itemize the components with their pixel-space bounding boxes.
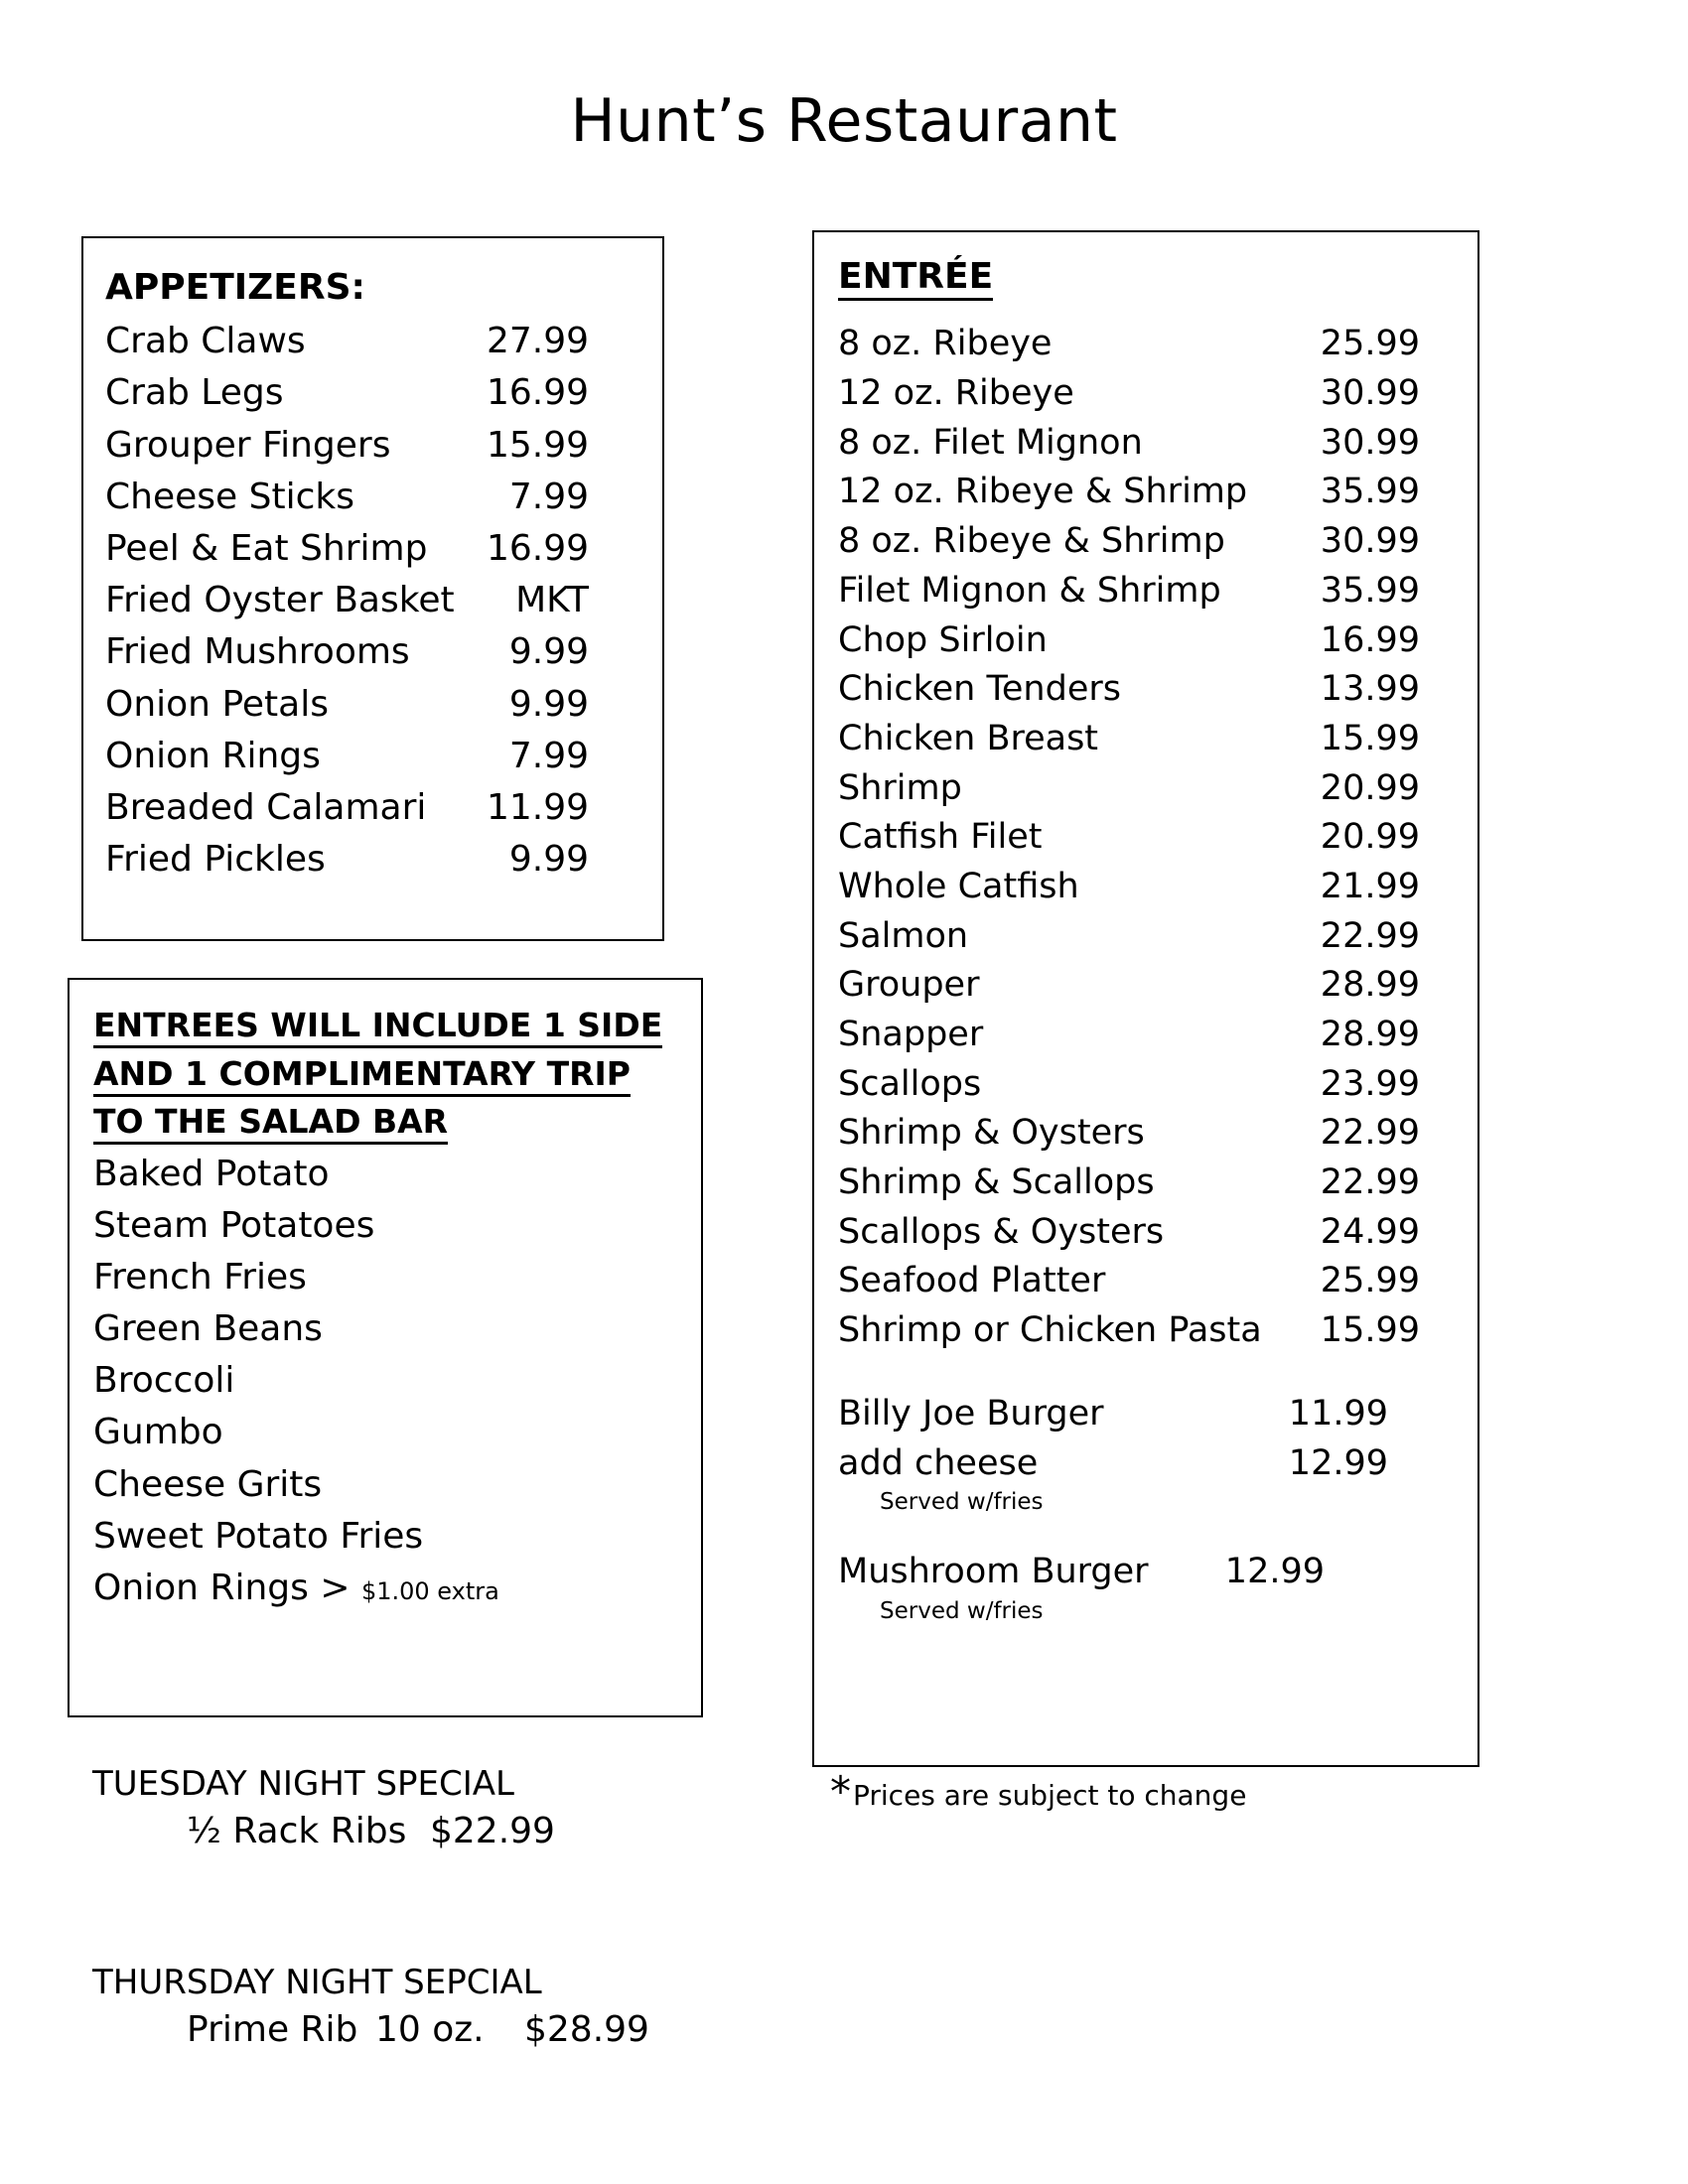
menu-item-row <box>105 472 640 523</box>
menu-item-row <box>838 1109 1454 1159</box>
menu-item-name: Crab Claws <box>105 321 306 362</box>
tuesday-special-item: ½ Rack Ribs <box>187 1810 407 1851</box>
menu-item-price: 25.99 <box>1320 1261 1420 1301</box>
menu-item-row <box>838 1390 1454 1439</box>
menu-item-name: 8 oz. Ribeye <box>838 324 1053 364</box>
side-item-row <box>93 1303 677 1355</box>
menu-item-name: Shrimp <box>838 767 962 808</box>
sides-heading <box>93 1002 677 1147</box>
menu-item-row <box>838 1306 1454 1356</box>
menu-item-name: Breaded Calamari <box>105 786 427 828</box>
side-item-note: $1.00 extra <box>360 1577 499 1605</box>
menu-item-row <box>838 320 1454 369</box>
menu-item-row <box>838 567 1454 616</box>
menu-item-price: 7.99 <box>508 476 589 517</box>
menu-item-price: 24.99 <box>1320 1211 1420 1252</box>
side-item-name: Green Beans <box>93 1308 323 1350</box>
menu-item-price: 28.99 <box>1320 965 1420 1006</box>
menu-item-name: Chop Sirloin <box>838 619 1048 660</box>
menu-item-name: Grouper <box>838 965 980 1006</box>
side-item-row <box>93 1511 677 1563</box>
menu-item-row <box>838 616 1454 666</box>
menu-item-name: Billy Joe Burger <box>838 1393 1104 1433</box>
menu-item-price: 11.99 <box>1288 1393 1388 1433</box>
side-item-name: Steam Potatoes <box>93 1204 375 1246</box>
menu-item-price: 35.99 <box>1320 472 1420 512</box>
menu-item-price: 20.99 <box>1320 767 1420 808</box>
appetizers-list <box>105 316 640 886</box>
menu-item-name: 12 oz. Ribeye <box>838 373 1074 414</box>
menu-item-name: 12 oz. Ribeye & Shrimp <box>838 472 1248 512</box>
menu-item-row <box>838 369 1454 419</box>
menu-item-row <box>838 813 1454 863</box>
section-spacer <box>838 1518 1454 1548</box>
side-item-row <box>93 1149 677 1200</box>
entree-panel <box>812 230 1479 1767</box>
menu-item-row <box>105 420 640 472</box>
side-item-row <box>93 1563 677 1614</box>
side-item-row <box>93 1355 677 1407</box>
menu-item-row <box>838 1439 1454 1489</box>
menu-item-price: MKT <box>515 580 589 621</box>
menu-item-price: 9.99 <box>508 683 589 725</box>
menu-item-price: 28.99 <box>1320 1015 1420 1055</box>
menu-item-row <box>105 834 640 886</box>
side-item-row <box>93 1407 677 1458</box>
menu-item-price: 27.99 <box>486 321 589 362</box>
menu-item-name: Cheese Sticks <box>105 476 354 517</box>
menu-item-row <box>838 1548 1454 1597</box>
menu-item-row <box>838 1208 1454 1258</box>
menu-item-row <box>105 575 640 626</box>
menu-item-price: 30.99 <box>1320 521 1420 562</box>
menu-item-name: Seafood Platter <box>838 1261 1106 1301</box>
menu-item-price: 30.99 <box>1320 422 1420 463</box>
menu-item-price: 15.99 <box>1320 1310 1420 1351</box>
menu-item-price: 20.99 <box>1320 817 1420 858</box>
menu-item-row <box>838 419 1454 469</box>
menu-item-name: Chicken Tenders <box>838 669 1121 710</box>
thursday-night-special <box>92 1961 649 2054</box>
menu-item-name: Shrimp & Oysters <box>838 1113 1145 1154</box>
menu-item-price: 16.99 <box>486 527 589 569</box>
sides-heading-line-3: TO THE SALAD BAR <box>93 1102 448 1145</box>
menu-item-price: 13.99 <box>1320 669 1420 710</box>
menu-item-price: 22.99 <box>1320 1162 1420 1203</box>
entree-heading <box>838 252 1454 302</box>
menu-item-name: Peel & Eat Shrimp <box>105 527 428 569</box>
menu-item-name: Onion Petals <box>105 683 329 725</box>
menu-item-name: Onion Rings <box>105 735 321 776</box>
menu-item-price: 22.99 <box>1320 1113 1420 1154</box>
menu-item-price: 21.99 <box>1320 866 1420 906</box>
menu-item-row <box>105 316 640 367</box>
side-item-row <box>93 1200 677 1252</box>
entree-heading-text: ENTRÉE <box>838 256 993 301</box>
tuesday-night-special <box>92 1762 555 1855</box>
menu-item-price: 16.99 <box>486 372 589 414</box>
menu-item-price: 16.99 <box>1320 619 1420 660</box>
menu-item-name: Whole Catfish <box>838 866 1079 906</box>
side-item-name: Sweet Potato Fries <box>93 1515 424 1557</box>
menu-item-name: Crab Legs <box>105 372 284 414</box>
menu-item-price: 30.99 <box>1320 373 1420 414</box>
thursday-special-row <box>92 2006 649 2055</box>
menu-item-name: Fried Mushrooms <box>105 631 410 673</box>
menu-item-row <box>838 1257 1454 1306</box>
menu-item-row <box>838 1060 1454 1110</box>
sides-panel <box>68 978 703 1717</box>
menu-item-row <box>838 912 1454 962</box>
price-disclaimer <box>830 1767 1247 1816</box>
menu-item-price: 11.99 <box>486 786 589 828</box>
menu-item-name: add cheese <box>838 1442 1039 1483</box>
menu-item-row <box>105 731 640 782</box>
served-note: Served w/fries <box>880 1489 1044 1516</box>
menu-item-price: 35.99 <box>1320 570 1420 611</box>
menu-item-price: 22.99 <box>1320 915 1420 956</box>
tuesday-special-row <box>92 1808 555 1856</box>
menu-item-name: Fried Oyster Basket <box>105 580 455 621</box>
menu-item-name: 8 oz. Filet Mignon <box>838 422 1143 463</box>
side-item-name: Broccoli <box>93 1360 235 1402</box>
menu-item-price: 12.99 <box>1288 1442 1388 1483</box>
menu-item-price: 9.99 <box>508 839 589 881</box>
menu-item-row <box>838 863 1454 912</box>
appetizers-heading: APPETIZERS: <box>105 267 365 308</box>
menu-item-row <box>105 679 640 731</box>
served-note: Served w/fries <box>880 1597 1044 1624</box>
menu-item-price: 25.99 <box>1320 324 1420 364</box>
side-item-row <box>93 1252 677 1303</box>
side-item-name: Cheese Grits <box>93 1463 323 1505</box>
menu-item-price: 23.99 <box>1320 1063 1420 1104</box>
menu-item-price: 7.99 <box>508 735 589 776</box>
section-spacer <box>838 1356 1454 1390</box>
menu-item-price: 15.99 <box>1320 718 1420 758</box>
thursday-special-size: 10 oz. <box>375 2008 485 2050</box>
menu-item-name: Chicken Breast <box>838 718 1099 758</box>
side-item-name: Onion Rings > <box>93 1568 351 1608</box>
menu-item-name: Grouper Fingers <box>105 424 391 466</box>
sides-heading-line-2: AND 1 COMPLIMENTARY TRIP <box>93 1054 631 1097</box>
asterisk-icon: * <box>830 1767 851 1816</box>
menu-item-row <box>838 764 1454 814</box>
menu-item-name: Mushroom Burger <box>838 1552 1149 1592</box>
page-title: Hunt’s Restaurant <box>570 86 1118 156</box>
thursday-special-title: THURSDAY NIGHT SEPCIAL <box>92 1963 542 2002</box>
sides-heading-line-1: ENTREES WILL INCLUDE 1 SIDE <box>93 1006 662 1048</box>
tuesday-special-title: TUESDAY NIGHT SPECIAL <box>92 1764 514 1804</box>
menu-item-name: Fried Pickles <box>105 839 326 881</box>
sides-list <box>93 1149 677 1615</box>
menu-item-row <box>838 468 1454 517</box>
menu-item-name: Snapper <box>838 1015 984 1055</box>
menu-item-row <box>838 665 1454 715</box>
menu-item-row <box>838 1011 1454 1060</box>
menu-item-name: 8 oz. Ribeye & Shrimp <box>838 521 1225 562</box>
appetizers-panel <box>81 236 664 941</box>
price-disclaimer-text: Prices are subject to change <box>853 1779 1247 1812</box>
menu-item-row <box>838 715 1454 764</box>
tuesday-special-price: $22.99 <box>430 1810 555 1851</box>
menu-item-row <box>105 626 640 678</box>
menu-item-price: 12.99 <box>1224 1552 1325 1592</box>
burger-list <box>838 1390 1454 1627</box>
menu-item-row <box>838 517 1454 567</box>
menu-item-row <box>105 367 640 419</box>
menu-item-name: Scallops <box>838 1063 982 1104</box>
side-item-name: Baked Potato <box>93 1153 330 1194</box>
side-item-row <box>93 1459 677 1511</box>
menu-item-row <box>105 782 640 834</box>
menu-item-name: Filet Mignon & Shrimp <box>838 570 1221 611</box>
menu-item-name: Scallops & Oysters <box>838 1211 1165 1252</box>
menu-item-name: Salmon <box>838 915 969 956</box>
thursday-special-item: Prime Rib <box>187 2008 358 2050</box>
menu-item-name: Catfish Filet <box>838 817 1043 858</box>
side-item-name: Gumbo <box>93 1412 223 1453</box>
menu-item-price: 15.99 <box>486 424 589 466</box>
thursday-special-price: $28.99 <box>524 2008 649 2050</box>
entree-list <box>838 320 1454 1355</box>
menu-item-name: Shrimp or Chicken Pasta <box>838 1310 1262 1351</box>
menu-item-row <box>838 1159 1454 1208</box>
menu-item-row <box>838 961 1454 1011</box>
menu-item-row <box>105 523 640 575</box>
menu-item-name: Shrimp & Scallops <box>838 1162 1155 1203</box>
side-item-name: French Fries <box>93 1256 307 1297</box>
menu-item-price: 9.99 <box>508 631 589 673</box>
